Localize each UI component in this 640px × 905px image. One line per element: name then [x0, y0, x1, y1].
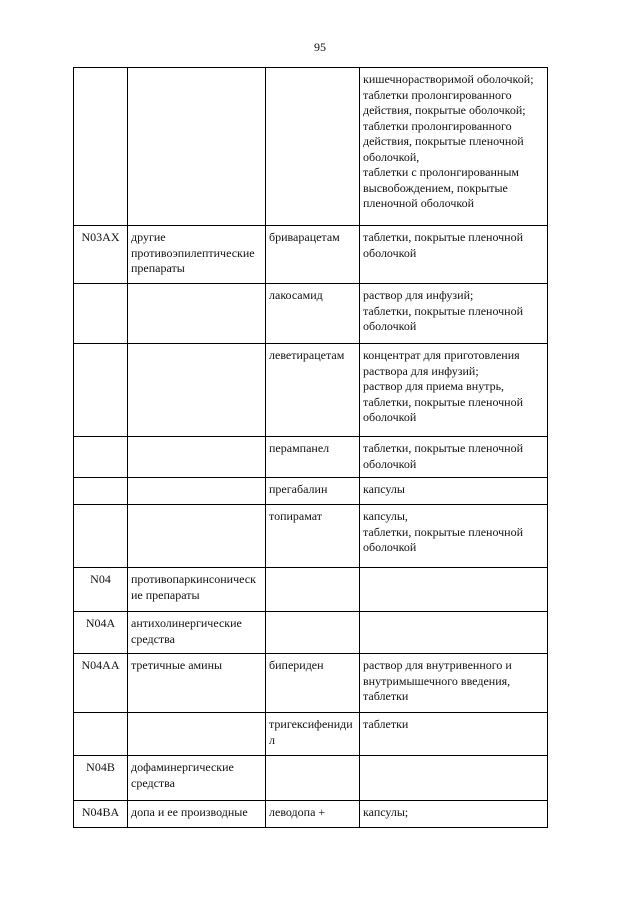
substance-cell: перампанел: [266, 437, 360, 478]
table-row: [74, 756, 548, 801]
substance-cell: бриварацетам: [266, 226, 360, 284]
group-name-cell: [128, 68, 266, 226]
group-name-cell: допа и ее производные: [128, 801, 266, 828]
table-row: [74, 344, 548, 437]
group-name-cell: [128, 478, 266, 505]
substance-cell: [266, 568, 360, 612]
dosage-form-cell: таблетки: [360, 713, 548, 756]
substance-cell: [266, 612, 360, 654]
table-row: [74, 226, 548, 284]
group-name-cell: другие противоэпилептические препараты: [128, 226, 266, 284]
group-name-cell: третичные амины: [128, 654, 266, 713]
substance-cell: тригексифенидил: [266, 713, 360, 756]
table-row: [74, 284, 548, 344]
atc-code-cell: N03AX: [74, 226, 128, 284]
atc-code-cell: N04B: [74, 756, 128, 801]
dosage-form-cell: таблетки, покрытые пленочной оболочкой: [360, 437, 548, 478]
dosage-form-cell: капсулы;: [360, 801, 548, 828]
drug-table: [73, 67, 548, 828]
group-name-cell: [128, 344, 266, 437]
dosage-form-cell: таблетки, покрытые пленочной оболочкой: [360, 226, 548, 284]
atc-code-cell: [74, 68, 128, 226]
substance-cell: лакосамид: [266, 284, 360, 344]
table-row: [74, 68, 548, 226]
dosage-form-cell: [360, 756, 548, 801]
table-row: [74, 654, 548, 713]
dosage-form-cell: [360, 568, 548, 612]
atc-code-cell: [74, 478, 128, 505]
group-name-cell: [128, 713, 266, 756]
table-row: [74, 713, 548, 756]
page-number: 95: [314, 40, 326, 54]
dosage-form-cell: капсулы, таблетки, покрытые пленочной оболочкой: [360, 505, 548, 568]
table-row: [74, 801, 548, 828]
table-row: [74, 478, 548, 505]
atc-code-cell: N04: [74, 568, 128, 612]
table-row: [74, 437, 548, 478]
atc-code-cell: [74, 505, 128, 568]
group-name-cell: [128, 505, 266, 568]
dosage-form-cell: кишечнорастворимой оболочкой; таблетки пролонгированного действия, покрытые оболочкой; таблетки пролонгированного действия, покрытые пленочной оболочкой, таблетки с пролонгированным высвобождением, покрытые пленочной оболочкой: [360, 68, 548, 226]
atc-code-cell: [74, 713, 128, 756]
table-row: [74, 568, 548, 612]
substance-cell: [266, 756, 360, 801]
dosage-form-cell: раствор для инфузий; таблетки, покрытые пленочной оболочкой: [360, 284, 548, 344]
substance-cell: прегабалин: [266, 478, 360, 505]
atc-code-cell: [74, 437, 128, 478]
group-name-cell: противопаркинсонические препараты: [128, 568, 266, 612]
substance-cell: топирамат: [266, 505, 360, 568]
dosage-form-cell: капсулы: [360, 478, 548, 505]
table-row: [74, 505, 548, 568]
table-row: [74, 612, 548, 654]
atc-code-cell: N04BA: [74, 801, 128, 828]
dosage-form-cell: концентрат для приготовления раствора для инфузий; раствор для приема внутрь, таблетки, покрытые пленочной оболочкой: [360, 344, 548, 437]
dosage-form-cell: раствор для внутривенного и внутримышечного введения, таблетки: [360, 654, 548, 713]
group-name-cell: антихолинергические средства: [128, 612, 266, 654]
substance-cell: бипериден: [266, 654, 360, 713]
atc-code-cell: N04AA: [74, 654, 128, 713]
atc-code-cell: N04A: [74, 612, 128, 654]
atc-code-cell: [74, 284, 128, 344]
substance-cell: леводопа +: [266, 801, 360, 828]
substance-cell: [266, 68, 360, 226]
group-name-cell: дофаминергические средства: [128, 756, 266, 801]
group-name-cell: [128, 437, 266, 478]
dosage-form-cell: [360, 612, 548, 654]
atc-code-cell: [74, 344, 128, 437]
group-name-cell: [128, 284, 266, 344]
substance-cell: леветирацетам: [266, 344, 360, 437]
